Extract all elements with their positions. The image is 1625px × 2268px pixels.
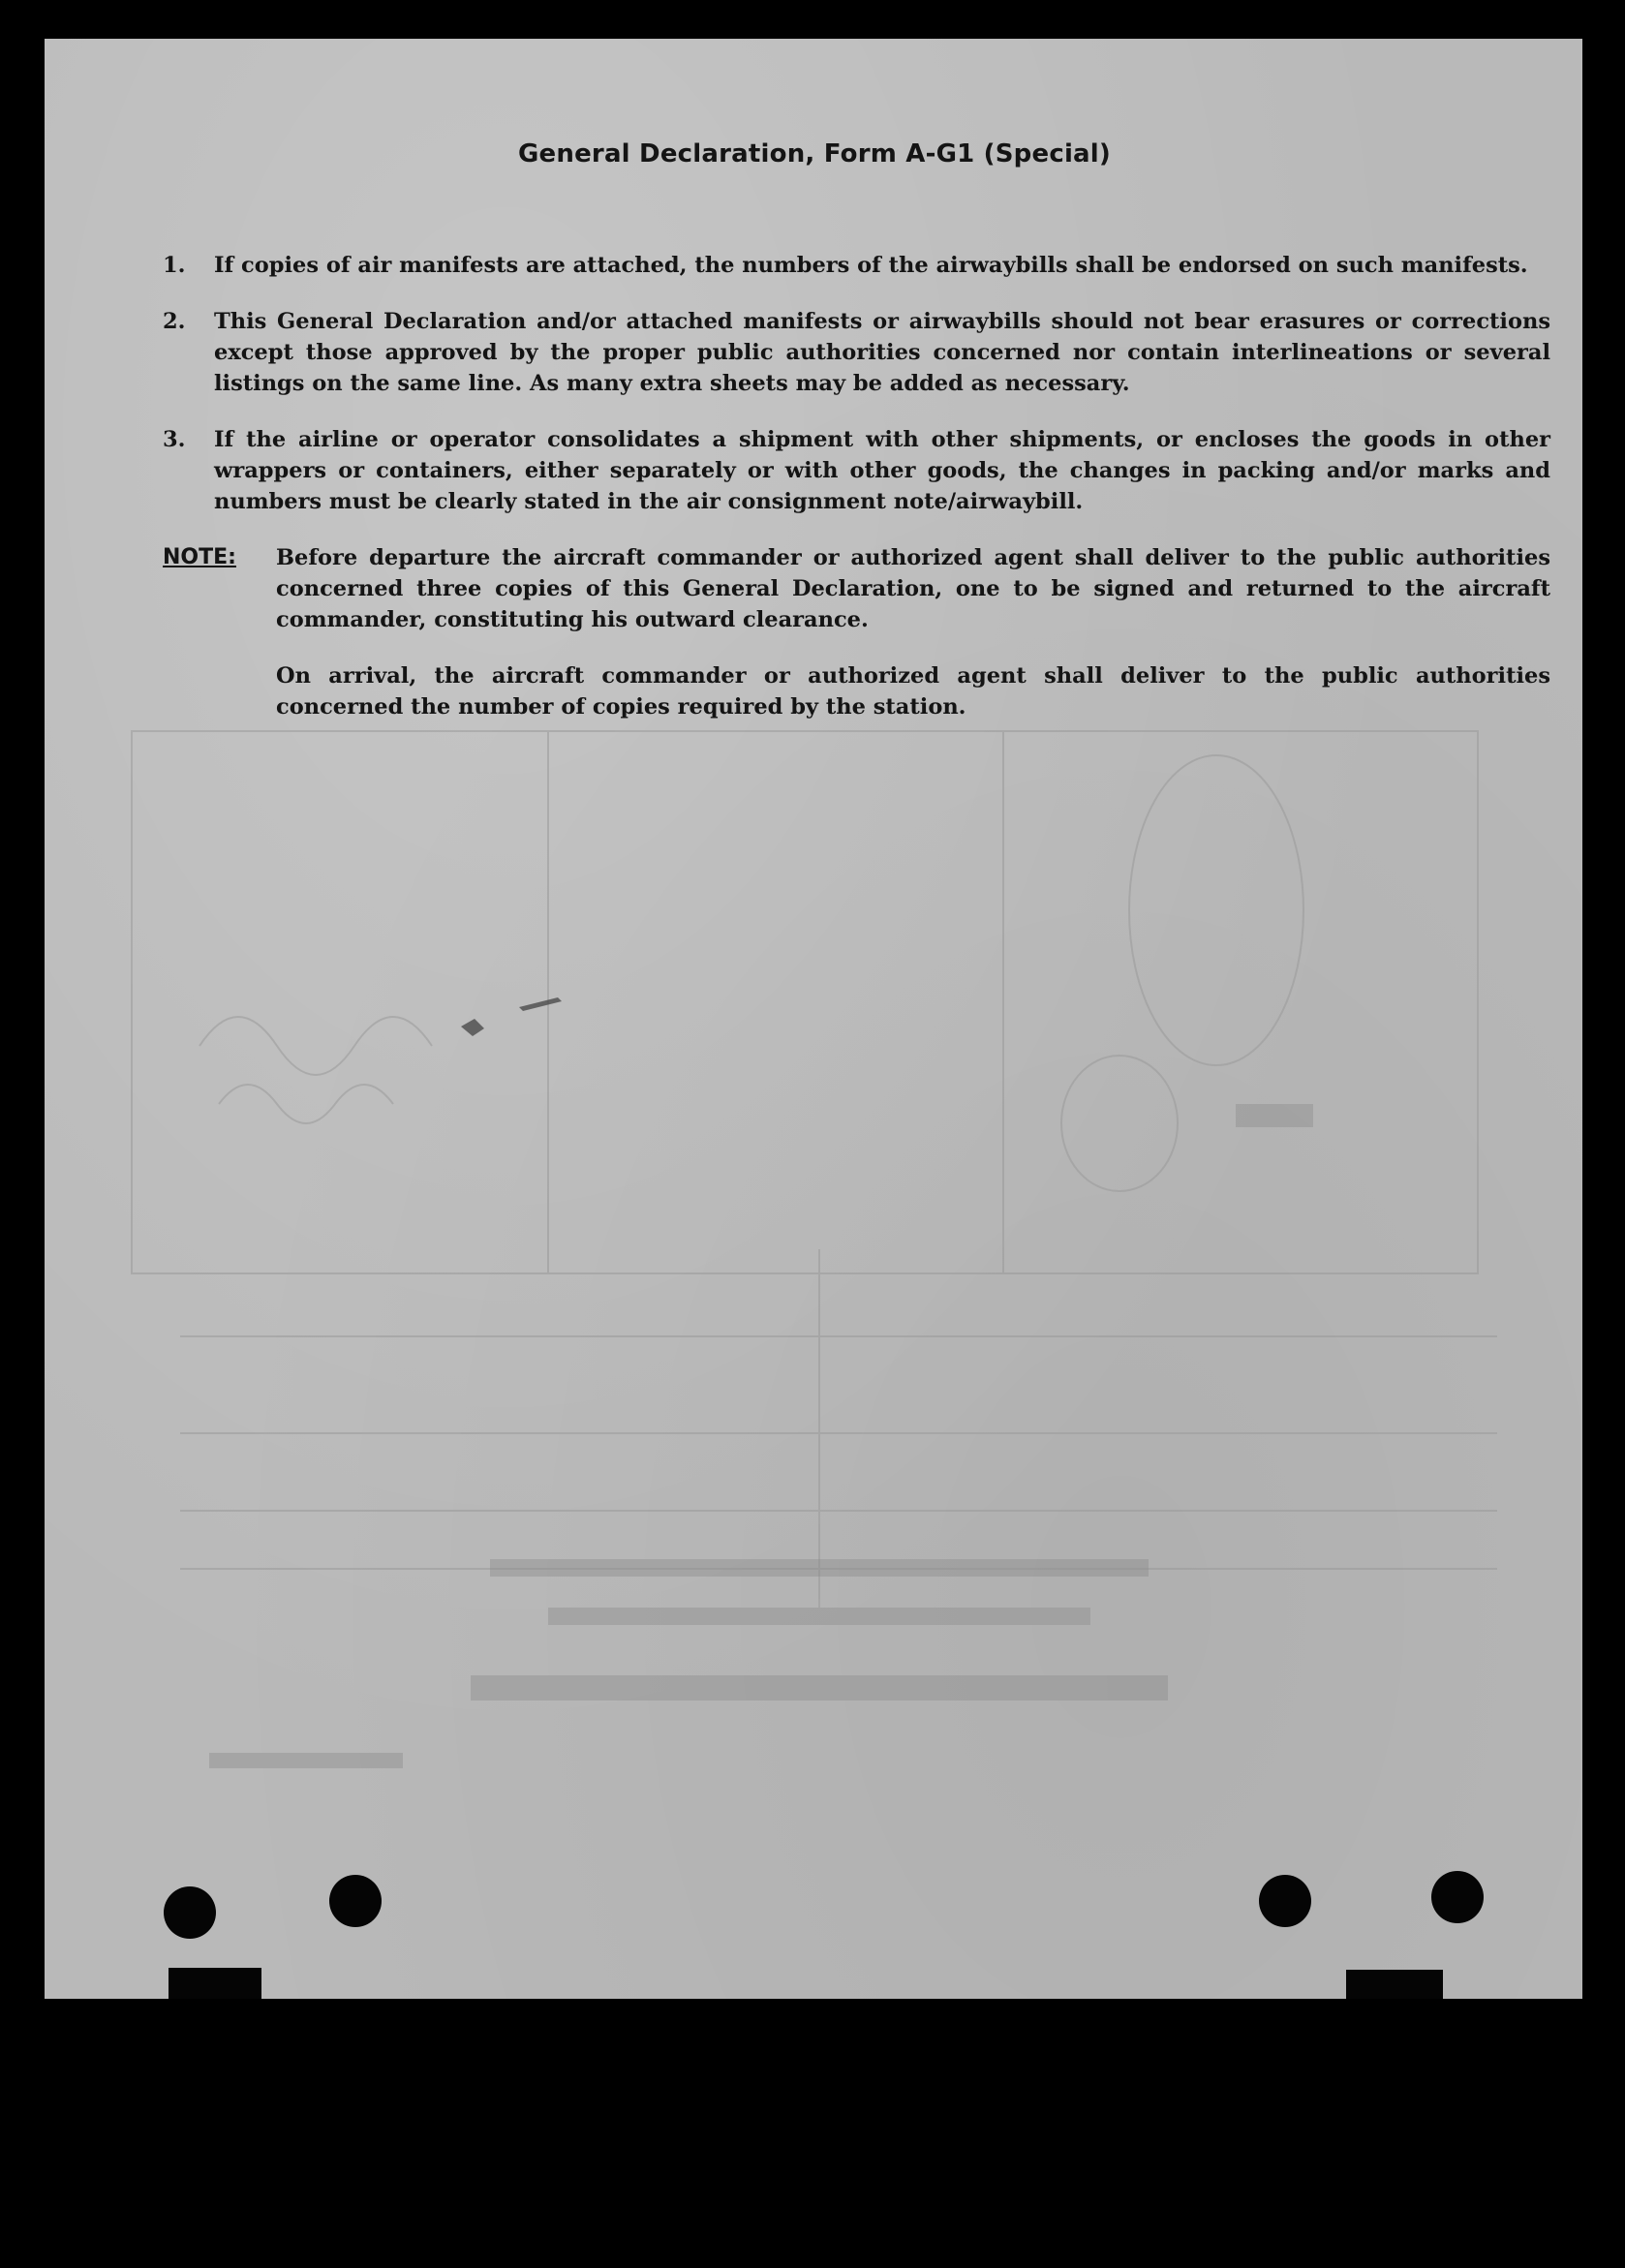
item-number: 1.	[163, 253, 186, 278]
item-text: If the airline or operator consolidates a shipment with other shipments, or encloses the goods in other wrappers or containers, either separately or with other goods, the changes in packing and/or marks and numbers must be clearly stated in the air consignment note/airwaybill.	[214, 427, 1550, 514]
document-title: General Declaration, Form A-G1 (Special)	[518, 139, 1111, 169]
punch-hole	[1259, 1875, 1311, 1927]
note-arrival-text: On arrival, the aircraft commander or authorized agent shall deliver to the public authorities concerned the number of copies required by the station.	[276, 663, 1550, 720]
binder-tab	[1346, 1970, 1443, 1999]
document-page	[45, 39, 1582, 1999]
punch-hole	[164, 1886, 216, 1939]
binder-tab	[169, 1968, 261, 1999]
note-text: Before departure the aircraft commander or authorized agent shall deliver to the public authorities concerned three copies of this General Declaration, one to be signed and returned to the aircraft commander, constituting his outward clearance.	[276, 545, 1550, 632]
item-text: If copies of air manifests are attached, the numbers of the airwaybills shall be endorsed on such manifests.	[214, 253, 1528, 278]
note-label: NOTE:	[163, 545, 236, 569]
punch-hole	[1431, 1871, 1484, 1923]
punch-hole	[329, 1875, 382, 1927]
item-number: 3.	[163, 427, 186, 452]
item-number: 2.	[163, 309, 186, 334]
item-text: This General Declaration and/or attached manifests or airwaybills should not bear erasures or corrections except those approved by the proper public authorities concerned nor contain interlineations or several listings on the same line. As many extra sheets may be added as necessary.	[214, 309, 1550, 396]
